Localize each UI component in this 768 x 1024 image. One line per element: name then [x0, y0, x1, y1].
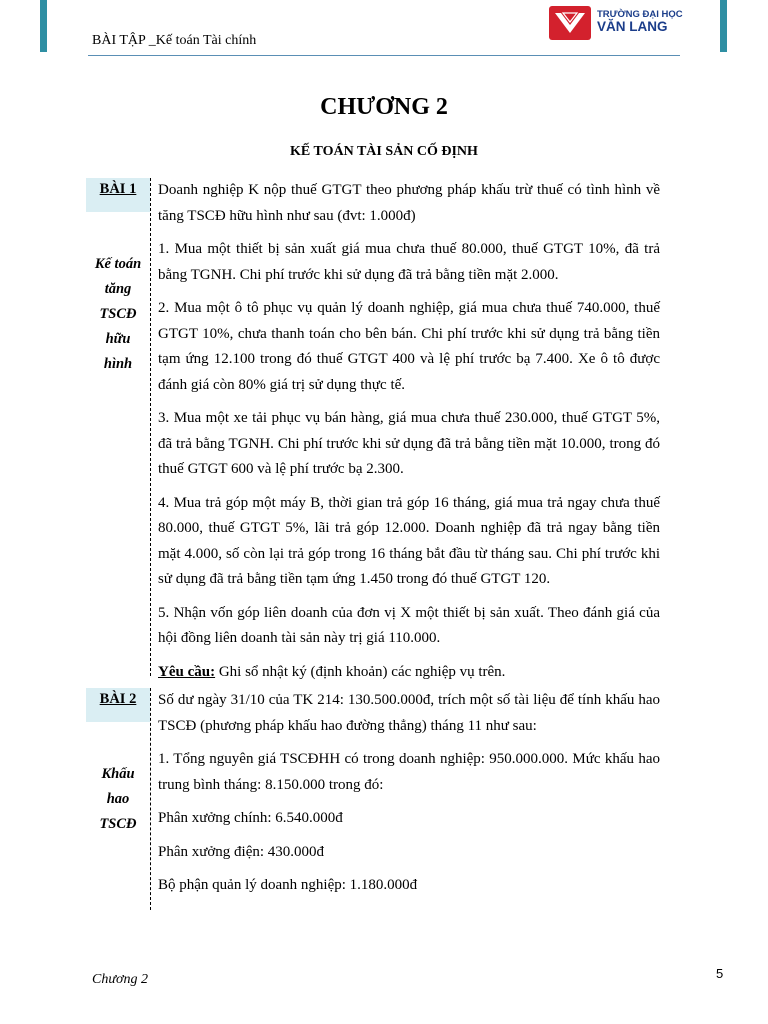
exercise-1-topic: Kế toán tăng TSCĐ hữu hình	[94, 256, 142, 372]
exercise-2-intro: Số dư ngày 31/10 của TK 214: 130.500.000đ, trích một số tài liệu để tính khấu hao TSCĐ (phương pháp khấu hao đường thẳng) tháng 11 như sau:	[158, 692, 660, 734]
exercise-1-label: BÀI 1	[86, 178, 150, 212]
footer-chapter: Chương 2	[92, 972, 148, 987]
exercise-1-item-5: 5. Nhận vốn góp liên doanh của đơn vị X một thiết bị sản xuất. Theo đánh giá của hội đồng liên doanh tài sản này trị giá 110.000.	[158, 604, 660, 646]
exercise-2-line-main-workshop: Phân xưởng chính: 6.540.000đ	[158, 810, 343, 826]
university-logo	[549, 6, 683, 44]
exercise-2-label: BÀI 2	[86, 688, 150, 722]
exercise-2-divider	[150, 688, 151, 910]
exercise-1-item-1: 1. Mua một thiết bị sản xuất giá mua chưa thuế 80.000, thuế GTGT 10%, đã trả bằng TGNH. Chi phí trước khi sử dụng đã trả bằng tiền mặt 2.000.	[158, 241, 660, 283]
exercise-1-intro: Doanh nghiệp K nộp thuế GTGT theo phương pháp khấu trừ thuế có tình hình về tăng TSCĐ hữu hình như sau (đvt: 1.000đ)	[158, 182, 660, 224]
right-edge-bar	[720, 0, 727, 52]
chapter-title: CHƯƠNG 2	[320, 94, 448, 120]
exercise-1-item-3: 3. Mua một xe tải phục vụ bán hàng, giá mua chưa thuế 230.000, thuế GTGT 5%, đã trả bằng TGNH. Chi phí trước khi sử dụng đã trả bằng tiền mặt 10.000, trong đó thuế GTGT 600 và lệ phí trước bạ 2.300.	[158, 410, 660, 477]
header-rule	[88, 55, 680, 56]
exercise-2-content	[158, 688, 660, 907]
exercise-2-line-management: Bộ phận quản lý doanh nghiệp: 1.180.000đ	[158, 877, 418, 893]
logo-line-1: TRƯỜNG ĐẠI HỌC	[597, 9, 683, 20]
header-title: BÀI TẬP _Kế toán Tài chính	[92, 33, 257, 48]
exercise-2-item-1: 1. Tổng nguyên giá TSCĐHH có trong doanh nghiệp: 950.000.000. Mức khấu hao trung bình tháng: 8.150.000 trong đó:	[158, 751, 660, 793]
chapter-subtitle: KẾ TOÁN TÀI SẢN CỐ ĐỊNH	[290, 144, 478, 159]
exercise-1-item-4: 4. Mua trả góp một máy B, thời gian trả góp 16 tháng, giá mua trả ngay chưa thuế 80.000, thuế GTGT 5%, lãi trả góp 12.000. Doanh nghiệp đã trả ngay bằng tiền mặt 4.000, số còn lại trả góp trong 16 tháng bắt đầu từ tháng sau. Chi phí trước khi sử dụng đã trả bằng tiền tạm ứng 1.450 trong đó thuế GTGT 120.	[158, 494, 660, 587]
exercise-1-item-2: 2. Mua một ô tô phục vụ quản lý doanh nghiệp, giá mua chưa thuế 740.000, thuế GTGT 10%, chưa thanh toán cho bên bán. Chi phí trước khi sử dụng trả bằng tiền tạm ứng 12.100 trong đó thuế GTGT 400 và lệ phí trước bạ 7.400. Xe ô tô được đánh giá còn 80% giá trị sử dụng thực tế.	[158, 300, 660, 393]
exercise-1-content	[158, 178, 660, 693]
exercise-2-line-power-workshop: Phân xưởng điện: 430.000đ	[158, 843, 325, 860]
logo-line-2: VĂN LANG	[597, 19, 668, 34]
exercise-2-topic: Khấu hao TSCĐ	[99, 766, 137, 832]
exercise-1-requirement: Yêu cầu: Ghi sổ nhật ký (định khoản) các nghiệp vụ trên.	[158, 663, 506, 680]
exercise-1-divider	[150, 178, 151, 676]
van-lang-logo-icon	[549, 6, 591, 40]
page-number: 5	[716, 966, 724, 981]
left-edge-bar	[40, 0, 47, 52]
